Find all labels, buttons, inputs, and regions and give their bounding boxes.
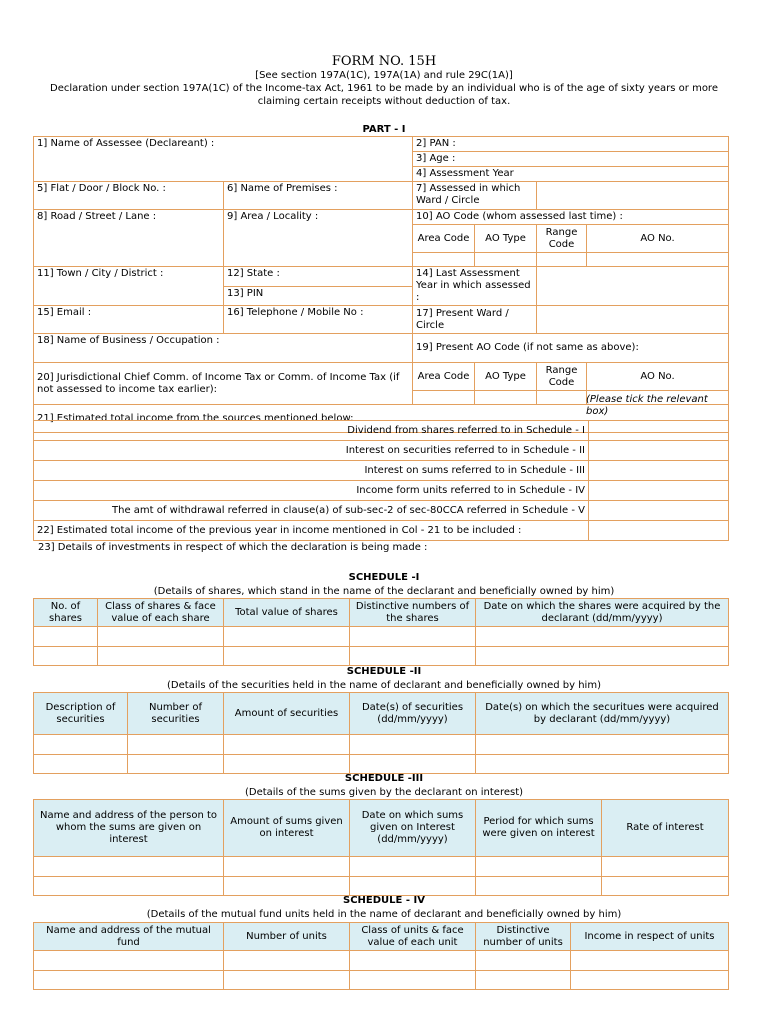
source-row-schedule-3: Interest on sums referred to in Schedule - III: [34, 461, 589, 481]
schedule-1-subtitle: (Details of shares, which stand in the name of the declarant and beneficially owned by him): [153, 586, 615, 597]
present-range-code-value[interactable]: [537, 391, 587, 405]
ao-no-value[interactable]: [587, 253, 729, 267]
premises-field[interactable]: 6] Name of Premises :: [224, 182, 413, 210]
s4-header-income: Income in respect of units: [571, 923, 729, 951]
source-tick-2[interactable]: [589, 441, 729, 461]
source-row-schedule-5: The amt of withdrawal referred in clause(a) of sub-sec-2 of sec-80CCA referred in Schedule - V: [34, 501, 589, 521]
tick-note: (Please tick the relevant box): [586, 394, 708, 417]
present-area-code-value[interactable]: [413, 391, 475, 405]
declaration-text: Declaration under section 197A(1C) of the Income-tax Act, 1961 to be made by an individual who is of the age of sixty years or more claiming certain receipts without deduction of tax.: [50, 83, 718, 107]
source-row-schedule-1: Dividend from shares referred to in Schedule - I: [34, 421, 589, 441]
assessed-ward-field[interactable]: 7] Assessed in which Ward / Circle: [413, 182, 537, 210]
phone-field[interactable]: 16] Telephone / Mobile No :: [224, 306, 413, 334]
schedule-4-title: SCHEDULE - IV: [343, 895, 425, 906]
ao-area-code-value[interactable]: [413, 253, 475, 267]
present-range-code-label: Range Code: [537, 363, 587, 391]
form-title: FORM NO. 15H: [331, 54, 437, 69]
s4-header-distinctive: Distinctive number of units: [476, 923, 571, 951]
income-sources-table: [33, 420, 729, 541]
source-row-schedule-2: Interest on securities referred to in Schedule - II: [34, 441, 589, 461]
table-row: [34, 951, 729, 971]
s2-header-amount: Amount of securities: [224, 693, 350, 735]
last-assessment-value[interactable]: [537, 267, 729, 306]
table-row: [34, 971, 729, 990]
s2-header-number: Number of securities: [128, 693, 224, 735]
s2-header-description: Description of securities: [34, 693, 128, 735]
s3-header-date: Date on which sums given on Interest (dd/mm/yyyy): [350, 800, 476, 857]
part-1-heading: PART - I: [362, 124, 406, 135]
schedule-2-title: SCHEDULE -II: [346, 666, 422, 677]
present-ao-label: 19] Present AO Code (if not same as above):: [413, 334, 729, 363]
schedule-4-table: [33, 922, 729, 990]
s1-header-distinctive: Distinctive numbers of the shares: [350, 599, 476, 627]
ao-type-label: AO Type: [475, 225, 537, 253]
s4-header-class: Class of units & face value of each unit: [350, 923, 476, 951]
area-field[interactable]: 9] Area / Locality :: [224, 210, 413, 267]
present-ao-type-value[interactable]: [475, 391, 537, 405]
assessed-ward-value[interactable]: [537, 182, 729, 210]
table-row: [34, 627, 729, 647]
schedule-4-subtitle: (Details of the mutual fund units held in the name of declarant and beneficially owned by him): [146, 909, 622, 920]
table-row: [34, 647, 729, 666]
schedule-2-subtitle: (Details of the securities held in the name of declarant and beneficially owned by him): [167, 680, 601, 691]
estimated-prev-value[interactable]: [589, 521, 729, 541]
town-field[interactable]: 11] Town / City / District :: [34, 267, 224, 306]
s1-header-no-shares: No. of shares: [34, 599, 98, 627]
table-row: [34, 755, 729, 774]
name-assessee-field[interactable]: 1] Name of Assessee (Declareant) :: [34, 137, 413, 182]
business-field[interactable]: 18] Name of Business / Occupation :: [34, 334, 413, 363]
schedule-1-table: [33, 598, 729, 666]
s3-header-amount: Amount of sums given on interest: [224, 800, 350, 857]
details-investments-label: 23] Details of investments in respect of which the declaration is being made :: [38, 542, 428, 553]
schedule-2-table: [33, 692, 729, 774]
flat-field[interactable]: 5] Flat / Door / Block No. :: [34, 182, 224, 210]
ao-range-code-value[interactable]: [537, 253, 587, 267]
pin-field[interactable]: 13] PIN: [224, 286, 413, 306]
s3-header-rate: Rate of interest: [602, 800, 729, 857]
email-field[interactable]: 15] Email :: [34, 306, 224, 334]
source-row-schedule-4: Income form units referred to in Schedule - IV: [34, 481, 589, 501]
present-ao-type-label: AO Type: [475, 363, 537, 391]
s1-header-class: Class of shares & face value of each share: [98, 599, 224, 627]
table-row: [34, 857, 729, 877]
present-ward-field[interactable]: 17] Present Ward / Circle: [413, 306, 537, 334]
schedule-3-title: SCHEDULE -III: [344, 773, 424, 784]
schedule-3-table: [33, 799, 729, 896]
s3-header-period: Period for which sums were given on interest: [476, 800, 602, 857]
ao-area-code-label: Area Code: [413, 225, 475, 253]
ao-no-label: AO No.: [587, 225, 729, 253]
s3-header-name: Name and address of the person to whom the sums are given on interest: [34, 800, 224, 857]
last-assessment-field[interactable]: 14] Last Assessment Year in which assessed :: [413, 267, 537, 306]
ao-range-code-label: Range Code: [537, 225, 587, 253]
s2-header-acquired: Date(s) on which the securitues were acquired by declarant (dd/mm/yyyy): [476, 693, 729, 735]
s4-header-name: Name and address of the mutual fund: [34, 923, 224, 951]
estimated-income-label: 21] Estimated total income from the sources mentioned below:: [34, 405, 729, 433]
source-tick-4[interactable]: [589, 481, 729, 501]
see-section: [See section 197A(1C), 197A(1A) and rule 29C(1A)]: [255, 70, 513, 81]
ao-type-value[interactable]: [475, 253, 537, 267]
source-tick-1[interactable]: [589, 421, 729, 441]
schedule-3-subtitle: (Details of the sums given by the declarant on interest): [244, 787, 524, 798]
ao-code-label: 10] AO Code (whom assessed last time) :: [413, 210, 729, 225]
s1-header-date: Date on which the shares were acquired by the declarant (dd/mm/yyyy): [476, 599, 729, 627]
s1-header-total-value: Total value of shares: [224, 599, 350, 627]
age-field[interactable]: 3] Age :: [413, 152, 729, 167]
jurisdictional-field[interactable]: 20] Jurisdictional Chief Comm. of Income Tax or Comm. of Income Tax (if not assessed to income tax earlier):: [34, 363, 413, 405]
source-tick-3[interactable]: [589, 461, 729, 481]
present-ward-value[interactable]: [537, 306, 729, 334]
road-field[interactable]: 8] Road / Street / Lane :: [34, 210, 224, 267]
table-row: [34, 877, 729, 896]
table-row: [34, 735, 729, 755]
assessment-year-field[interactable]: 4] Assessment Year: [413, 167, 729, 182]
estimated-prev-label: 22] Estimated total income of the previous year in income mentioned in Col - 21 to be included :: [34, 521, 589, 541]
pan-field[interactable]: 2] PAN :: [413, 137, 729, 152]
s2-header-dates: Date(s) of securities (dd/mm/yyyy): [350, 693, 476, 735]
present-ao-no-label: AO No.: [587, 363, 729, 391]
part-1-table: [33, 136, 729, 433]
s4-header-number: Number of units: [224, 923, 350, 951]
present-area-code-label: Area Code: [413, 363, 475, 391]
schedule-1-title: SCHEDULE -I: [348, 572, 420, 583]
state-field[interactable]: 12] State :: [224, 267, 413, 287]
source-tick-5[interactable]: [589, 501, 729, 521]
